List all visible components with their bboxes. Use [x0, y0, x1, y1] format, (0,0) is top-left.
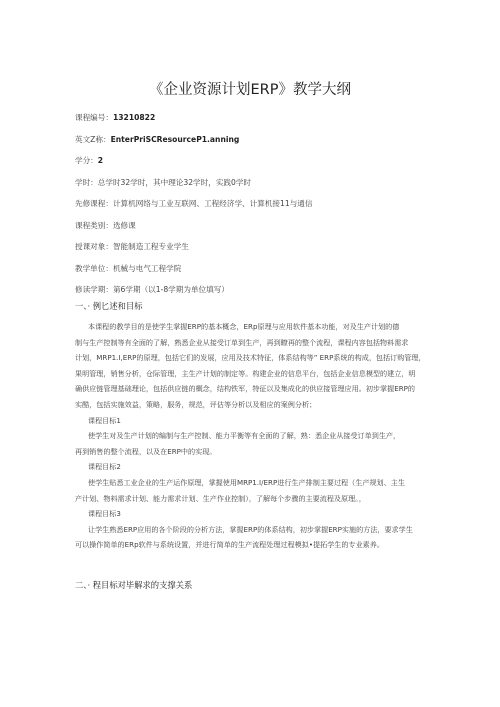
course-info — [75, 112, 445, 306]
goal-3-line: 可以操作简单的ERp软件与系统设置，并进行简单的生产流程处理过程模拟•提拓学生的专业素养。 — [75, 540, 384, 550]
intro-line: 果明管理，销售分析，仓际管理，主生产计划的制定等。构建企业的信息平台，包括企业信息模型的建立，明 — [75, 368, 416, 378]
intro-line: 计划，MRP1.I,ERP的原理，包括它们的发展，应用及技术特征，体系结构等” ERP系统的构成，包括订购管理， — [75, 353, 426, 363]
course-category-line — [75, 220, 445, 242]
section-2-heading: 二、· 程目标对毕解求的支撑关系 — [75, 580, 193, 590]
document-title: 《企业资源计划ERP》教学大纲 — [149, 82, 351, 98]
course-category-value: 选修课 — [112, 220, 136, 230]
goal-3-label: 课程目标3 — [88, 509, 121, 519]
intro-line: 本课程的教学目的是使学生掌握ERP的基本概念，ERp原理与应用软件基本功能，对及生产计划的德 — [88, 322, 400, 331]
audience-line — [75, 241, 445, 263]
goal-2-line: 使学生贴悉工业企业的生产运作原理，掌握使用MRP1.I/ERP进行生产排制主要过程（生产规划、主生 — [88, 477, 405, 487]
english-name-line — [75, 134, 445, 156]
course-code-line — [75, 112, 445, 134]
hours-line — [75, 177, 445, 199]
audience-label: 授课对象： — [75, 242, 113, 251]
english-name-value: EnterPriSCResourceP1.anning — [110, 134, 240, 144]
semester-value: 第6学期（以1-8学期为单位填写） — [112, 285, 229, 294]
goal-1-block — [75, 413, 435, 460]
teaching-unit-label: 教学单位： — [75, 263, 113, 273]
audience-value: 智能制造工程专业学生 — [112, 242, 189, 251]
credits-label: 学分： — [75, 156, 98, 165]
hours-label: 学时： — [75, 177, 98, 187]
goal-2-label: 课程目标2 — [88, 462, 121, 472]
teaching-unit-value: 机械与电气工程学院 — [112, 263, 182, 273]
prerequisites-value: 计算机网络与工业互联网、工程经济学、计算机接11与通信 — [112, 199, 313, 208]
prerequisites-line — [75, 198, 445, 220]
teaching-unit-line — [75, 263, 445, 285]
intro-line: 确供应链管理基础理论，包括供应链的概念，结构铁军，特征以及集成化的供应接管理应用。初步掌握ERP的 — [75, 384, 415, 394]
credits-value: 2 — [97, 156, 104, 165]
credits-line — [75, 155, 445, 177]
intro-line: 制与生产控制等有全面的了解，熟悉企业从接受订单到生产，再到瞭再的整个流程，课程内容包括物料需求 — [75, 337, 409, 347]
course-code-value: 13210822 — [112, 113, 156, 122]
goal-3-block — [75, 506, 435, 553]
hours-value: 总学时32学时，其中理论32学时，实践0学时 — [97, 177, 252, 187]
intro-line: 实酷，包括实施效益，策略，服务，规范，评估等分析以及相应的案例分析； — [75, 399, 317, 409]
goal-1-line: 使学生对及生产计划的编制与生产控制、能力平衡等有全面的了解，熟：悉企业从接受订单到生产， — [88, 431, 401, 441]
intro-paragraph — [75, 319, 435, 413]
goal-1-label: 课程目标1 — [88, 415, 121, 425]
goal-1-line: 再到销售的整个流程，以及在ERP中的实现。 — [75, 446, 217, 456]
course-category-label: 课程类别： — [75, 220, 113, 230]
goal-2-block — [75, 459, 435, 506]
prerequisites-label: 先修课程： — [75, 199, 113, 208]
goal-2-line: 产计划、物料需求计划、能力需求计划、生产作业控制），了解每个步骤的主要流程及原理。， — [75, 493, 366, 503]
section-1-heading: 一、· 例匕述和目标 — [75, 301, 143, 311]
goal-3-line: 让学生熟悉ERP应用的各个阶段的分析方法，掌握ERP的体系结构，初步掌握ERP实施的方法，要求学生 — [88, 524, 413, 534]
section-1-body — [75, 319, 435, 553]
english-name-label: 英文Z称： — [75, 134, 111, 144]
semester-label: 修读学期： — [75, 285, 113, 294]
course-code-label: 课程编号： — [75, 113, 113, 122]
